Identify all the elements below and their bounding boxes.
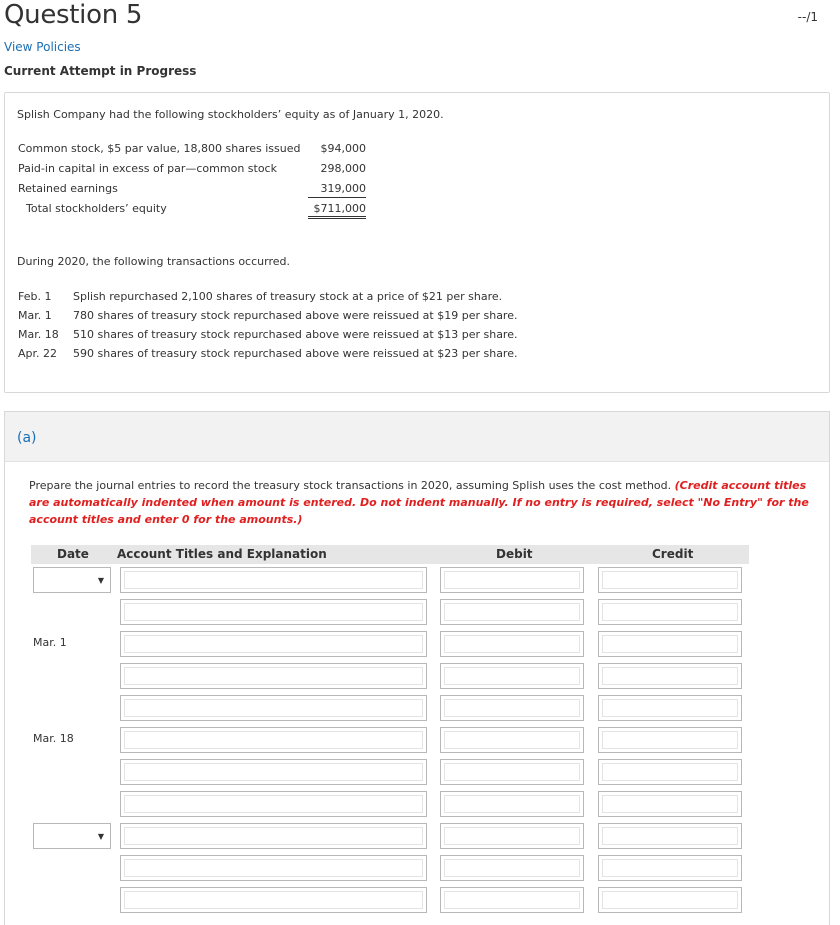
account-title-input[interactable] xyxy=(120,887,427,913)
problem-intro: Splish Company had the following stockholders’ equity as of January 1, 2020. xyxy=(17,108,444,121)
input-inner-border xyxy=(444,827,580,845)
transaction-date: Feb. 1 xyxy=(18,290,52,303)
input-inner-border xyxy=(124,731,423,749)
part-a-header xyxy=(5,412,829,462)
input-inner-border xyxy=(602,699,738,717)
credit-amount-input[interactable] xyxy=(598,663,742,689)
equity-value: $94,000 xyxy=(320,142,366,155)
equity-value: 319,000 xyxy=(308,182,366,198)
debit-amount-input[interactable] xyxy=(440,599,584,625)
account-title-input[interactable] xyxy=(120,631,427,657)
input-inner-border xyxy=(124,859,423,877)
equity-value: 298,000 xyxy=(320,162,366,175)
journal-entry-row xyxy=(5,726,831,754)
column-header-account: Account Titles and Explanation xyxy=(117,547,327,561)
input-inner-border xyxy=(602,667,738,685)
credit-amount-input[interactable] xyxy=(598,631,742,657)
debit-amount-input[interactable] xyxy=(440,567,584,593)
question-score: --/1 xyxy=(797,10,818,24)
entry-date-label: Mar. 18 xyxy=(33,732,74,745)
input-inner-border xyxy=(444,859,580,877)
input-inner-border xyxy=(444,603,580,621)
input-inner-border xyxy=(602,891,738,909)
attempt-status: Current Attempt in Progress xyxy=(4,64,197,78)
credit-amount-input[interactable] xyxy=(598,855,742,881)
debit-amount-input[interactable] xyxy=(440,855,584,881)
account-title-input[interactable] xyxy=(120,791,427,817)
transaction-text: 510 shares of treasury stock repurchased above were reissued at $13 per share. xyxy=(73,328,518,341)
journal-entry-row xyxy=(5,694,831,722)
input-inner-border xyxy=(124,891,423,909)
input-inner-border xyxy=(124,763,423,781)
credit-amount-input[interactable] xyxy=(598,791,742,817)
transaction-text: 780 shares of treasury stock repurchased above were reissued at $19 per share. xyxy=(73,309,518,322)
transaction-date: Apr. 22 xyxy=(18,347,58,360)
transaction-date: Mar. 18 xyxy=(18,328,59,341)
input-inner-border xyxy=(124,699,423,717)
column-header-debit: Debit xyxy=(496,547,533,561)
input-inner-border xyxy=(602,635,738,653)
equity-label: Paid-in capital in excess of par—common stock xyxy=(18,162,277,175)
account-title-input[interactable] xyxy=(120,599,427,625)
account-title-input[interactable] xyxy=(120,823,427,849)
credit-amount-input[interactable] xyxy=(598,599,742,625)
account-title-input[interactable] xyxy=(120,663,427,689)
part-a-instructions xyxy=(29,477,809,528)
equity-label: Retained earnings xyxy=(18,182,118,195)
caret-down-icon: ▼ xyxy=(97,576,104,585)
part-a-panel xyxy=(4,411,830,925)
journal-entry-row xyxy=(5,822,831,850)
transactions-intro: During 2020, the following transactions occurred. xyxy=(17,255,290,268)
input-inner-border xyxy=(602,859,738,877)
column-header-date: Date xyxy=(57,547,89,561)
debit-amount-input[interactable] xyxy=(440,727,584,753)
instruction-warning: (Credit account titles are automatically indented when amount is entered. Do not indent manually. If no entry is required, select "No Entry" for the account titles and enter 0 for the amounts.) xyxy=(29,479,809,526)
equity-label: Total stockholders’ equity xyxy=(26,202,167,215)
credit-amount-input[interactable] xyxy=(598,567,742,593)
debit-amount-input[interactable] xyxy=(440,887,584,913)
question-title: Question 5 xyxy=(4,0,143,30)
input-inner-border xyxy=(444,571,580,589)
date-dropdown[interactable] xyxy=(33,567,111,593)
account-title-input[interactable] xyxy=(120,695,427,721)
credit-amount-input[interactable] xyxy=(598,823,742,849)
journal-entry-row xyxy=(5,630,831,658)
transaction-text: Splish repurchased 2,100 shares of treasury stock at a price of $21 per share. xyxy=(73,290,503,303)
input-inner-border xyxy=(124,603,423,621)
input-inner-border xyxy=(602,827,738,845)
input-inner-border xyxy=(444,667,580,685)
journal-entry-row xyxy=(5,758,831,786)
input-inner-border xyxy=(444,635,580,653)
account-title-input[interactable] xyxy=(120,727,427,753)
journal-entry-row xyxy=(5,854,831,882)
journal-table-header xyxy=(31,545,749,564)
input-inner-border xyxy=(602,571,738,589)
account-title-input[interactable] xyxy=(120,567,427,593)
account-title-input[interactable] xyxy=(120,855,427,881)
input-inner-border xyxy=(444,763,580,781)
input-inner-border xyxy=(602,731,738,749)
credit-amount-input[interactable] xyxy=(598,727,742,753)
debit-amount-input[interactable] xyxy=(440,823,584,849)
input-inner-border xyxy=(444,731,580,749)
input-inner-border xyxy=(444,699,580,717)
credit-amount-input[interactable] xyxy=(598,759,742,785)
date-dropdown[interactable] xyxy=(33,823,111,849)
instruction-text: Prepare the journal entries to record the treasury stock transactions in 2020, assuming Splish uses the cost method. xyxy=(29,479,672,492)
entry-date-label: Mar. 1 xyxy=(33,636,67,649)
input-inner-border xyxy=(602,795,738,813)
journal-entry-row xyxy=(5,790,831,818)
part-a-label: (a) xyxy=(17,430,37,446)
debit-amount-input[interactable] xyxy=(440,695,584,721)
view-policies-link[interactable]: View Policies xyxy=(4,40,81,54)
debit-amount-input[interactable] xyxy=(440,631,584,657)
input-inner-border xyxy=(124,635,423,653)
input-inner-border xyxy=(602,603,738,621)
input-inner-border xyxy=(124,571,423,589)
input-inner-border xyxy=(124,827,423,845)
column-header-credit: Credit xyxy=(652,547,694,561)
input-inner-border xyxy=(444,795,580,813)
journal-entry-row xyxy=(5,566,831,594)
caret-down-icon: ▼ xyxy=(97,832,104,841)
account-title-input[interactable] xyxy=(120,759,427,785)
input-inner-border xyxy=(602,763,738,781)
debit-amount-input[interactable] xyxy=(440,663,584,689)
debit-amount-input[interactable] xyxy=(440,791,584,817)
equity-total-value: $711,000 xyxy=(308,202,366,219)
transaction-date: Mar. 1 xyxy=(18,309,52,322)
input-inner-border xyxy=(124,795,423,813)
journal-entry-row xyxy=(5,886,831,914)
transaction-text: 590 shares of treasury stock repurchased above were reissued at $23 per share. xyxy=(73,347,518,360)
journal-entry-row xyxy=(5,598,831,626)
problem-statement xyxy=(4,92,830,393)
debit-amount-input[interactable] xyxy=(440,759,584,785)
credit-amount-input[interactable] xyxy=(598,695,742,721)
journal-entry-row xyxy=(5,662,831,690)
equity-label: Common stock, $5 par value, 18,800 shares issued xyxy=(18,142,301,155)
credit-amount-input[interactable] xyxy=(598,887,742,913)
input-inner-border xyxy=(124,667,423,685)
input-inner-border xyxy=(444,891,580,909)
